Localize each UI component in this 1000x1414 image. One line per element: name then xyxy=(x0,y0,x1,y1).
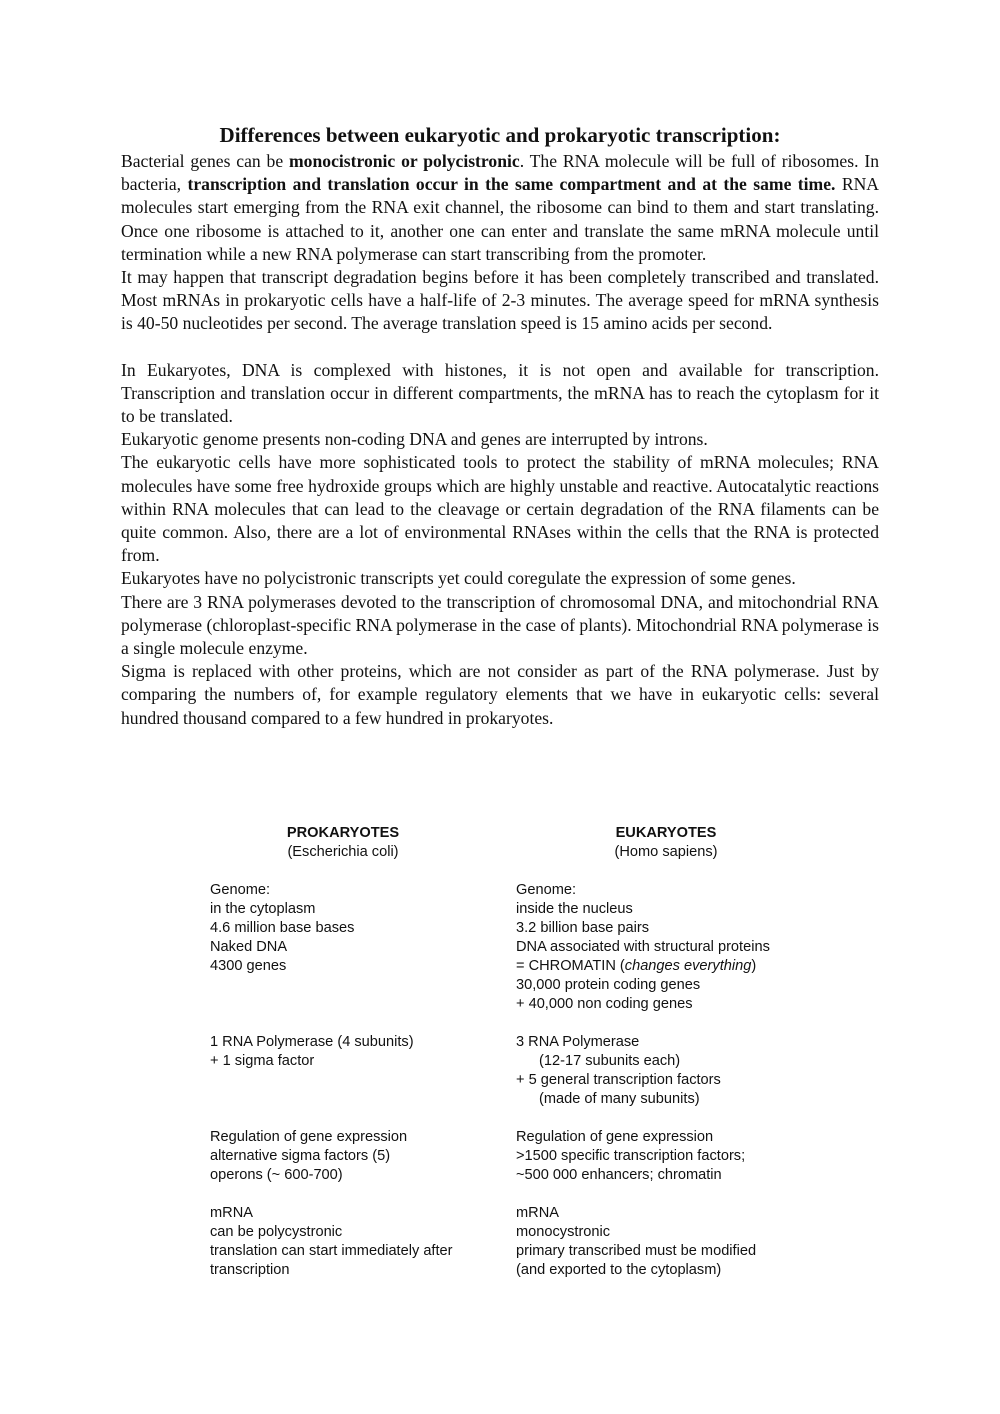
euk-polymerase-line: (made of many subunits) xyxy=(539,1091,700,1107)
pro-genome-line: Naked DNA xyxy=(210,939,288,955)
pro-mrna-line: translation can start immediately after xyxy=(210,1243,453,1259)
pro-polymerase-line: + 1 sigma factor xyxy=(210,1053,315,1069)
euk-polymerase-line: + 5 general transcription factors xyxy=(516,1072,721,1088)
euk-regulation-line: >1500 specific transcription factors; xyxy=(516,1148,746,1164)
euk-genome-line: inside the nucleus xyxy=(516,901,633,917)
eukaryotes-polymerase xyxy=(516,1033,816,1109)
prokaryotes-header xyxy=(210,824,476,862)
chromatin-text-a: = CHROMATIN ( xyxy=(516,958,625,974)
pro-regulation-line: alternative sigma factors (5) xyxy=(210,1148,391,1164)
eukaryotes-regulation xyxy=(516,1128,816,1185)
prokaryotes-polymerase xyxy=(210,1033,510,1071)
paragraph-polymerases: There are 3 RNA polymerases devoted to the transcription of chromosomal DNA, and mitochondrial RNA polymerase (chloroplast-specific RNA polymerase in the case of plants). Mitochondrial RNA polymerase is a single molecule enzyme. xyxy=(121,591,879,659)
pro-regulation-line: operons (~ 600-700) xyxy=(210,1167,343,1183)
euk-genome-line: 30,000 protein coding genes xyxy=(516,977,701,993)
pro-genome-line: Genome: xyxy=(210,882,271,898)
euk-genome-line: DNA associated with structural proteins xyxy=(516,939,770,955)
euk-regulation-line: Regulation of gene expression xyxy=(516,1129,714,1145)
pro-genome-line: 4300 genes xyxy=(210,958,287,974)
eukaryotes-header xyxy=(516,824,816,862)
pro-regulation-line: Regulation of gene expression xyxy=(210,1129,408,1145)
euk-polymerase-line: (12-17 subunits each) xyxy=(539,1053,681,1069)
paragraph-introns: Eukaryotic genome presents non-coding DNA and genes are interrupted by introns. xyxy=(121,429,708,450)
body-text xyxy=(121,122,879,730)
pro-mrna-line: transcription xyxy=(210,1262,290,1278)
euk-genome-line: + 40,000 non coding genes xyxy=(516,996,693,1012)
pro-mrna-line: can be polycystronic xyxy=(210,1224,343,1240)
eukaryotes-heading: EUKARYOTES xyxy=(615,825,717,841)
chromatin-italic: changes everything xyxy=(624,958,752,974)
euk-regulation-line: ~500 000 enhancers; chromatin xyxy=(516,1167,722,1183)
paragraph-stability: The eukaryotic cells have more sophisticated tools to protect the stability of mRNA molecules; RNA molecules have some free hydroxide groups which are highly unstable and reactive. Autocatalytic reactions within RNA molecules that can lead to the cleavage or certain degradation of the RNA filaments can be quite common. Also, there are a lot of environmental RNAses within the cells that the RNA is protected from. xyxy=(121,452,879,566)
euk-mrna-line: monocystronic xyxy=(516,1224,611,1240)
euk-genome-line: 3.2 billion base pairs xyxy=(516,920,650,936)
euk-polymerase-line: 3 RNA Polymerase xyxy=(516,1034,640,1050)
eukaryotes-mrna xyxy=(516,1204,816,1280)
page-title: Differences between eukaryotic and prokaryotic transcription: xyxy=(219,123,781,147)
p1-text-c: . The RNA molecule will be full of ribosomes. In bacteria, xyxy=(121,151,880,195)
p1-bold-polycistronic: monocistronic or polycistronic xyxy=(289,151,520,171)
euk-mrna-line: primary transcribed must be modified xyxy=(516,1243,757,1259)
pro-mrna-line: mRNA xyxy=(210,1205,253,1221)
paragraph-sigma: Sigma is replaced with other proteins, which are not consider as part of the RNA polymerase. Just by comparing the numbers of, for example regulatory elements that we have in eukaryotic cells: several hundred thousand compared to a few hundred in prokaryotes. xyxy=(121,661,879,728)
eukaryotes-subheading: (Homo sapiens) xyxy=(614,844,718,860)
prokaryotes-mrna xyxy=(210,1204,510,1280)
prokaryotes-regulation xyxy=(210,1128,510,1185)
paragraph-coregulate: Eukaryotes have no polycistronic transcripts yet could coregulate the expression of some genes. xyxy=(121,568,796,589)
pro-polymerase-line: 1 RNA Polymerase (4 subunits) xyxy=(210,1034,414,1050)
prokaryotes-heading: PROKARYOTES xyxy=(286,825,400,841)
euk-genome-line: Genome: xyxy=(516,882,577,898)
p1-bold-same-compartment: transcription and translation occur in the same compartment and at the same time. xyxy=(187,174,836,195)
pro-genome-line: in the cytoplasm xyxy=(210,901,316,917)
eukaryotes-genome xyxy=(516,881,816,1014)
euk-chromatin-line xyxy=(516,957,816,976)
prokaryotes-genome xyxy=(210,881,510,976)
chromatin-text-c: ) xyxy=(751,958,757,974)
pro-genome-line: 4.6 million base bases xyxy=(210,920,355,936)
p1-text-e: RNA molecules start emerging from the RNA exit channel, the ribosome can bind to them and start translating. Once one ribosome is attached to it, another one can enter and translate the same mRNA molecule until termination while a new RNA polymerase can start transcribing from the promoter. xyxy=(121,174,880,264)
paragraph-eukaryotes-histones: In Eukaryotes, DNA is complexed with histones, it is not open and available for transcription. Transcription and translation occur in different compartments, the mRNA has to reach the cytoplasm for it to be translated. xyxy=(121,359,879,427)
euk-mrna-line: (and exported to the cytoplasm) xyxy=(516,1262,722,1278)
p1-text-a: Bacterial genes can be xyxy=(121,151,290,171)
prokaryotes-subheading: (Escherichia coli) xyxy=(287,844,399,860)
paragraph-bacterial-genes xyxy=(121,150,879,266)
paragraph-degradation: It may happen that transcript degradation begins before it has been completely transcribed and translated. Most mRNAs in prokaryotic cells have a half-life of 2-3 minutes. The average speed for mRNA synthesis is 40-50 nucleotides per second. The average translation speed is 15 amino acids per second. xyxy=(121,267,879,334)
euk-mrna-line: mRNA xyxy=(516,1205,559,1221)
